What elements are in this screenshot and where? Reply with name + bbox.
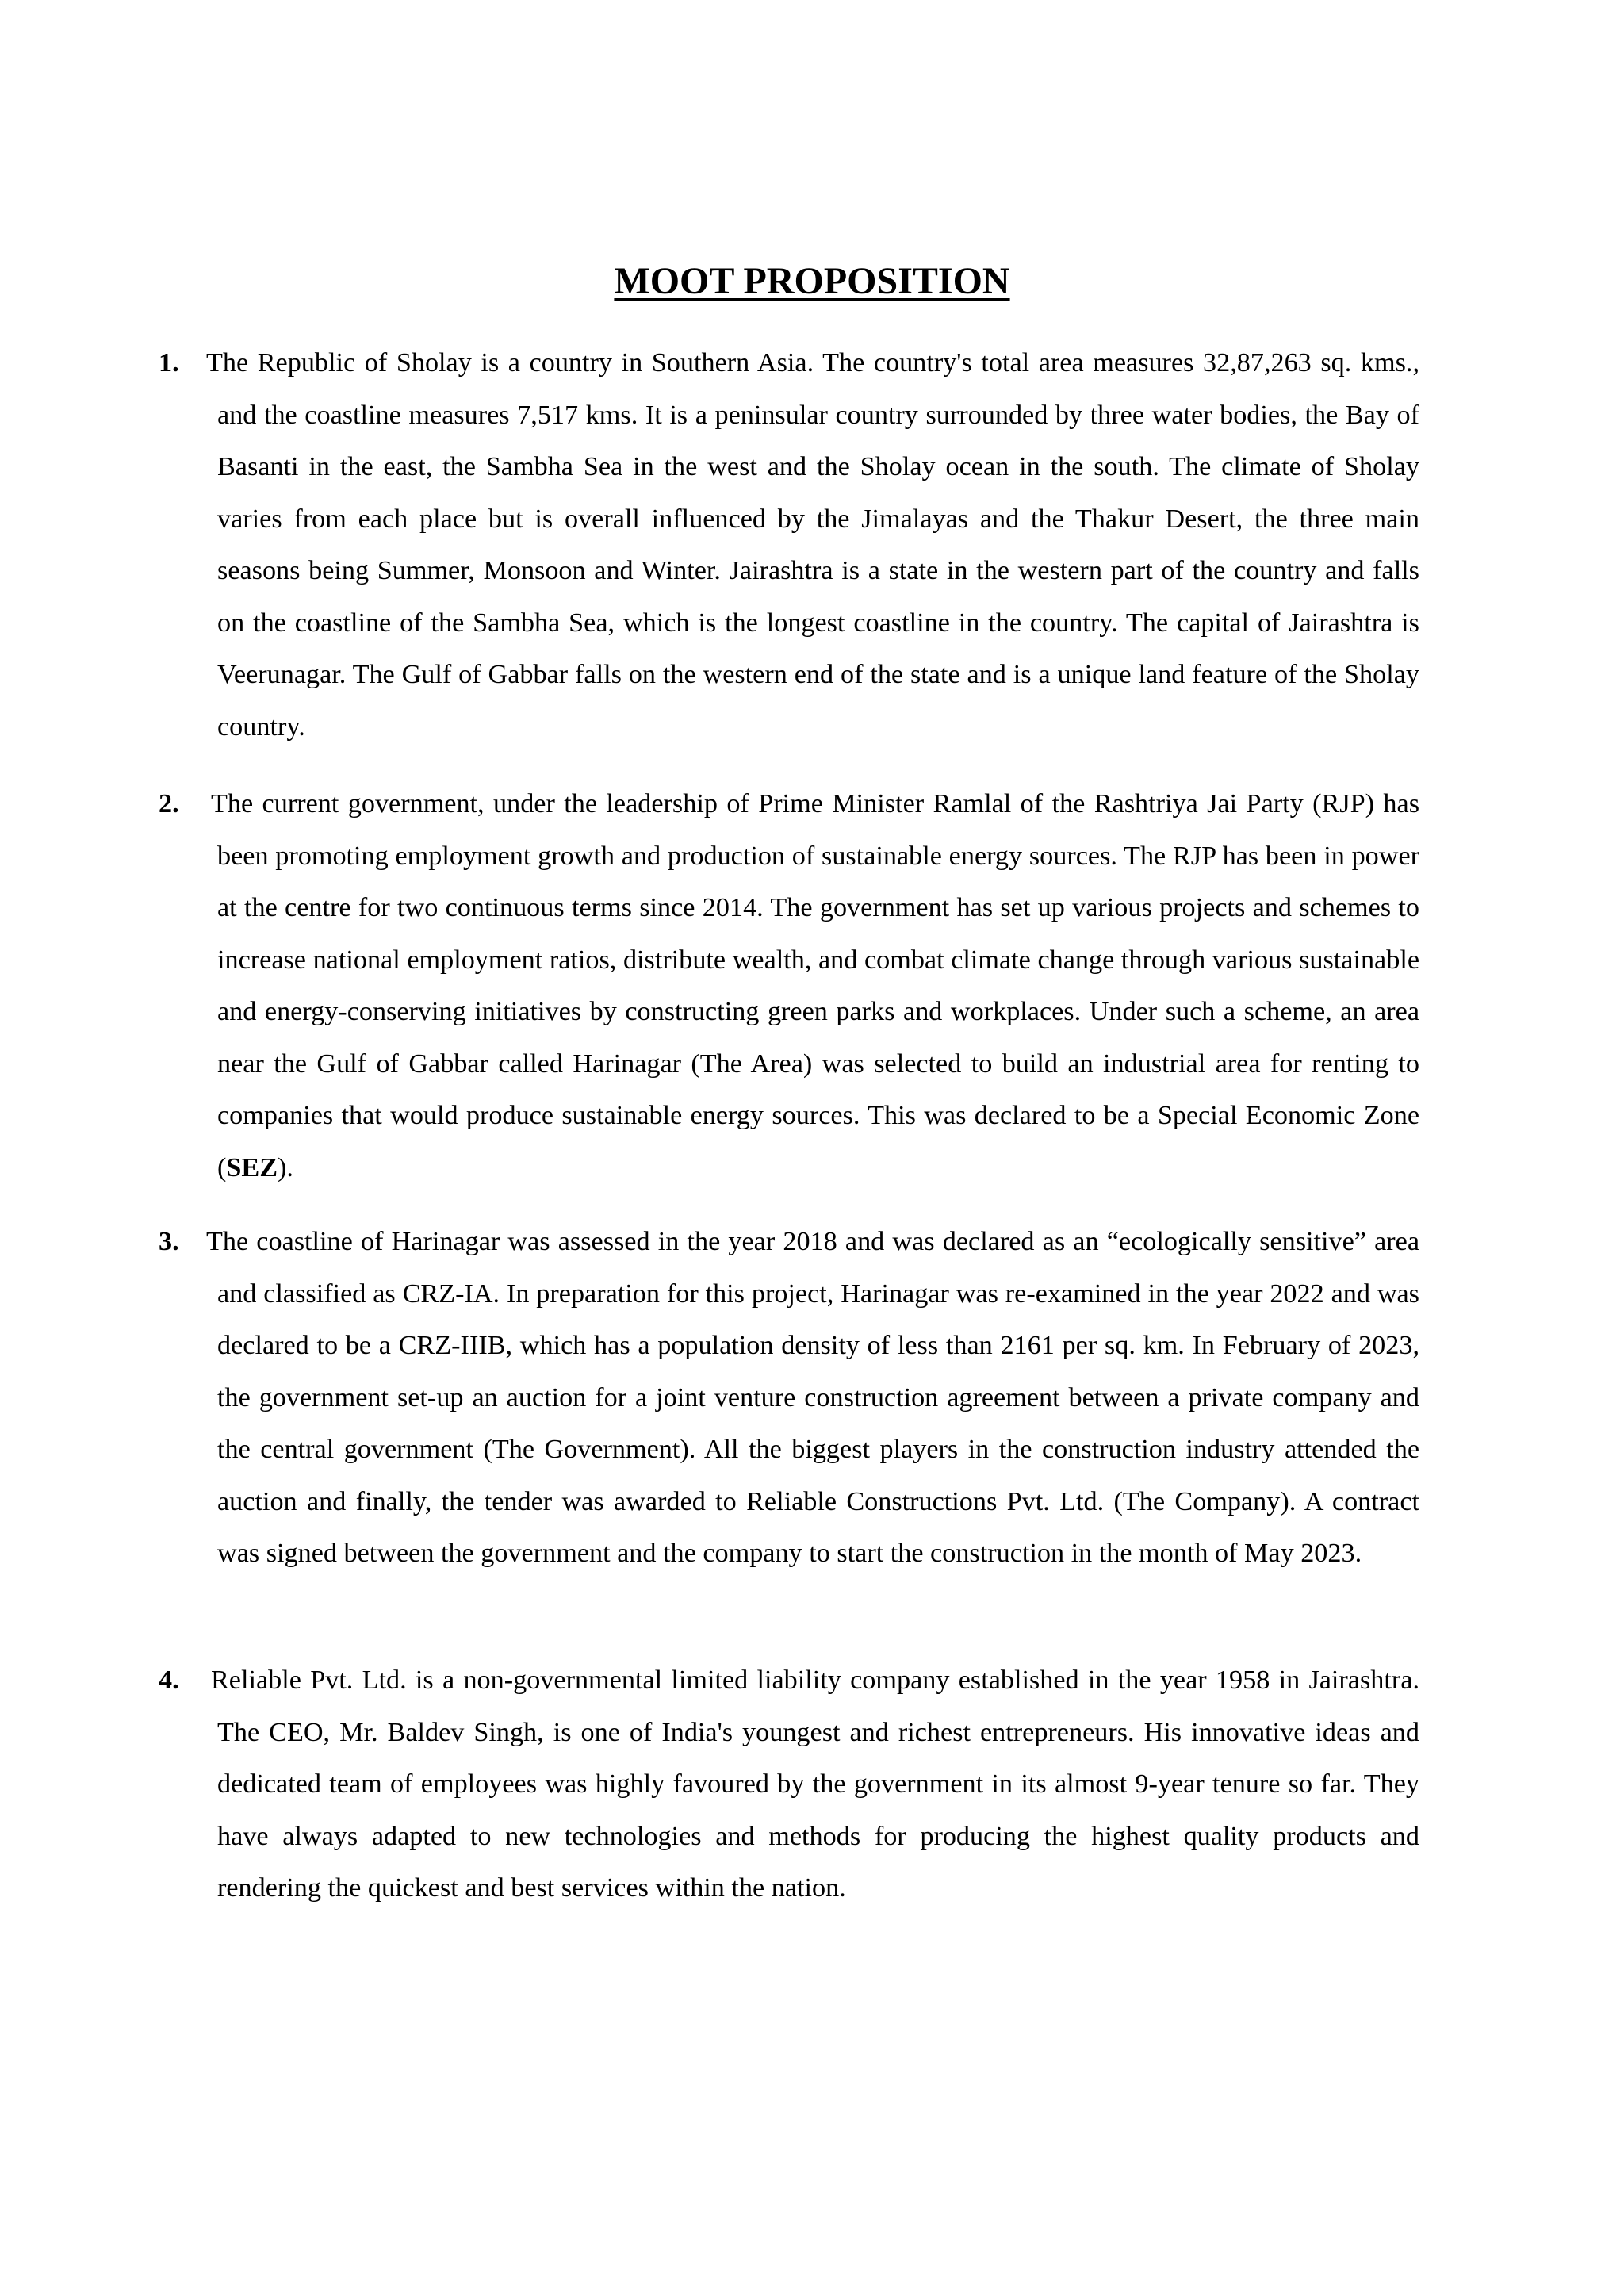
paragraph-text: The Republic of Sholay is a country in Southern Asia. The country's total area measures 32,87,263 sq. kms., and the coastline measures 7,517 kms. It is a peninsular country surrounded by three water bodies, the Bay of Basanti in the east, the Sambha Sea in the west and the Sholay ocean in the south. The climate of Sholay varies from each place but is overall influenced by the Jimalayas and the Thakur Desert, the three main seasons being Summer, Monsoon and Winter. Jairashtra is a state in the western part of the country and falls on the coastline of the Sambha Sea, which is the longest coastline in the country. The capital of Jairashtra is Veerunagar. The Gulf of Gabbar falls on the western end of the state and is a unique land feature of the Sholay country.	[206, 348, 1419, 742]
paragraph-3	[159, 1216, 1419, 1580]
paragraph-text	[159, 778, 1419, 1194]
paragraph-2	[159, 778, 1419, 1194]
paragraph-number: 2.	[159, 789, 179, 818]
paragraph-number: 1.	[159, 348, 179, 378]
paragraph-text-end: ).	[278, 1152, 293, 1182]
paragraph-1	[159, 337, 1419, 753]
bold-term-sez: SEZ	[226, 1152, 278, 1182]
paragraph-4	[159, 1654, 1419, 1915]
paragraph-number: 3.	[159, 1227, 179, 1256]
paragraph-text: Reliable Pvt. Ltd. is a non-governmental limited liability company established in the year 1958 in Jairashtra. The CEO, Mr. Baldev Singh, is one of India's youngest and richest entrepreneurs. His innovative ideas and dedicated team of employees was highly favoured by the government in its almost 9-year tenure so far. They have always adapted to new technologies and methods for producing the highest quality products and rendering the quickest and best services within the nation.	[211, 1665, 1419, 1903]
page-title-text: MOOT PROPOSITION	[614, 260, 1010, 302]
paragraph-number: 4.	[159, 1665, 179, 1695]
paragraph-text: The coastline of Harinagar was assessed in the year 2018 and was declared as an “ecologically sensitive” area and classified as CRZ-IA. In preparation for this project, Harinagar was re-examined in the year 2022 and was declared to be a CRZ-IIIB, which has a population density of less than 2161 per sq. km. In February of 2023, the government set-up an auction for a joint venture construction agreement between a private company and the central government (The Government). All the biggest players in the construction industry attended the auction and finally, the tender was awarded to Reliable Constructions Pvt. Ltd. (The Company). A contract was signed between the government and the company to start the construction in the month of May 2023.	[206, 1227, 1419, 1568]
page-title	[0, 255, 1624, 308]
paragraph-text-main: The current government, under the leadership of Prime Minister Ramlal of the Rashtriya Jai Party (RJP) has been promoting employment growth and production of sustainable energy sources. The RJP has been in power at the centre for two continuous terms since 2014. The government has set up various projects and schemes to increase national employment ratios, distribute wealth, and combat climate change through various sustainable and energy-conserving initiatives by constructing green parks and workplaces. Under such a scheme, an area near the Gulf of Gabbar called Harinagar (The Area) was selected to build an industrial area for renting to companies that would produce sustainable energy sources. This was declared to be a Special Economic Zone (	[211, 789, 1419, 1182]
